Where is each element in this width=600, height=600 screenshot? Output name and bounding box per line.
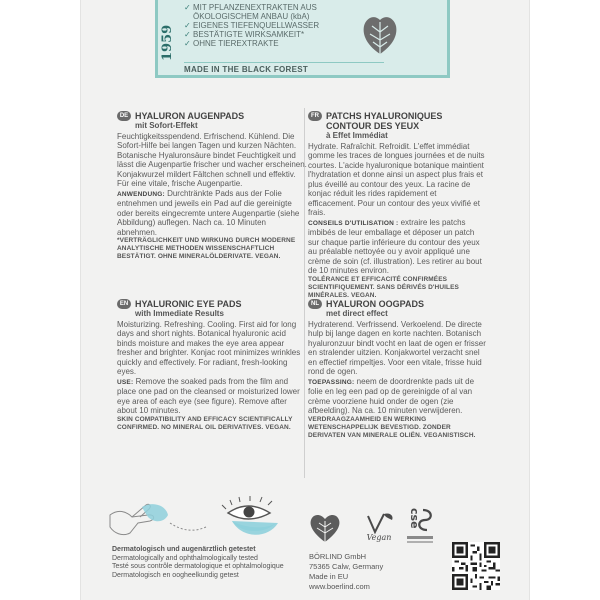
usage-label: TOEPASSING: <box>308 378 355 386</box>
check-icon: ✓ <box>184 39 191 48</box>
section-title: PATCHS HYALURONIQUES CONTOUR DES YEUX <box>326 111 443 131</box>
section-english <box>117 299 307 432</box>
language-badge: EN <box>117 299 131 309</box>
manufacturer-info <box>309 552 429 592</box>
feature-checklist <box>184 3 374 48</box>
section-subtitle: à Effet Immédiat <box>326 131 388 140</box>
section-header <box>117 111 307 132</box>
eye-pad-held <box>142 504 168 521</box>
company-address: 75365 Calw, Germany <box>309 562 384 571</box>
checklist-item: ✓ BESTÄTIGTE WIRKSAMKEIT* <box>184 30 305 39</box>
application-illustration <box>108 493 303 545</box>
section-header <box>308 111 486 142</box>
section-subtitle: mit Sofort-Effekt <box>135 121 198 130</box>
fine-print: VERDRAAGZAAMHEID EN WERKING WETENSCHAPPELIJK BEVESTIGD. ZONDER DERIVATEN VAN MINERALE OLIËN. VEGANISTISCH. <box>308 415 476 439</box>
section-header <box>117 299 307 320</box>
usage-text: USE: Remove the soaked pads from the film and place one pad on the cleansed or moisturized lower eye area of each eye (see figure). Remove after about 10 minutes. <box>117 376 300 415</box>
cse-certification-logo-icon <box>405 506 435 548</box>
check-icon: ✓ <box>184 3 191 12</box>
checklist-item: ✓ MIT PFLANZENEXTRAKTEN AUS <box>184 3 317 12</box>
fine-print: TOLÉRANCE ET EFFICACITÉ CONFIRMÉES SCIENTIFIQUEMENT. SANS DÉRIVÉS D'HUILES MINÉRALES. VEGAN. <box>308 275 459 299</box>
usage-text: CONSEILS D'UTILISATION : extraire les patchs imbibés de leur emballage et déposer un patch sur chaque partie inférieure du contour des yeux au préalable nettoyée ou y avoir appliqué une crème de soin (cf. illustration). Les retirer au bout de 10 minutes environ. <box>308 217 482 275</box>
section-german <box>117 111 307 261</box>
usage-text: TOEPASSING: neem de doordrenkte pads uit de folie en leg een pad op de gereinigde of al van crème voorziene huid onder de ogen (zie afbeelding). Na ca. 10 minuten verwijderen. <box>308 376 475 415</box>
eye-icon <box>222 496 278 535</box>
section-title: HYALURONIC EYE PADS <box>135 299 242 309</box>
section-body: Hydraterend. Verfrissend. Verkoelend. De directe hulp bij lange dagen en korte nachten. Botanisch hyaluronzuur bindt vocht en laat de ogen er frisser en stralender uitzien. Konjakwortel verzacht snel en effectief rimpeltjes. Voor een vitale, frisse huid rond de ogen. <box>308 319 486 376</box>
usage-text: ANWENDUNG: Durchtränkte Pads aus der Folie entnehmen und jeweils ein Pad auf die gereinigte oder bereits eingecremte untere Augenpartie (siehe Abbildung) auflegen. Nach ca. 10 Minuten abnehmen. <box>117 188 300 237</box>
fine-print: SKIN COMPATIBILITY AND EFFICACY SCIENTIFICALLY CONFIRMED. NO MINERAL OIL DERIVATIVES. VEGAN. <box>117 415 293 431</box>
check-icon: ✓ <box>184 30 191 39</box>
section-title: HYALURON OOGPADS <box>326 299 425 309</box>
vegan-label: Vegan <box>366 533 392 542</box>
section-french <box>308 111 486 300</box>
checklist-item: ÖKOLOGISCHEM ANBAU (kbA) <box>193 12 310 21</box>
leaf-logo-icon <box>360 12 400 56</box>
section-body: Moisturizing. Refreshing. Cooling. First aid for long days and short nights. Botanical hyaluronic acid binds moisture and makes the eye area appear fresher and brighter. Konjac root minimizes wrinkles quickly and effectively. For radiant, fresh-looking eyes. <box>117 319 301 376</box>
section-body: Hydrate. Rafraîchit. Refroidit. L'effet immédiat gomme les traces de longues journées et de nuits courtes. L'acide hyaluronique botanique maintient l'hydratation et donne ainsi un aspect plus frais et plus éveillé au contour des yeux. La racine de konjac réduit les rides rapidement et efficacement. Pour un contour des yeux vivifié et frais. <box>308 141 485 217</box>
vegan-logo-icon <box>362 510 396 542</box>
section-subtitle: met direct effect <box>326 309 388 318</box>
section-header <box>308 299 486 320</box>
leaf-heart-logo-icon <box>308 512 342 544</box>
section-body: Feuchtigkeitsspendend. Erfrischend. Kühlend. Die Sofort-Hilfe bei langen Tagen und kurzen Nächten. Botanische Hyaluronsäure bindet Feuchtigkeit und lässt die Augenpartie frischer und wacher erscheinen. Konjakwurzel mildert Fältchen schnell und effektiv. Für eine vitale, frische Augenpartie. <box>117 131 307 188</box>
company-name: BÖRLIND GmbH <box>309 552 367 561</box>
fine-print: *VERTRÄGLICHKEIT UND WIRKUNG DURCH MODERNE ANALYTISCHE METHODEN WISSENSCHAFTLICH BESTÄTIGT. OHNE MINERALÖLDERIVATE. VEGAN. <box>117 237 296 260</box>
section-subtitle: with Immediate Results <box>135 309 224 318</box>
section-title: HYALURON AUGENPADS <box>135 111 245 121</box>
usage-label: USE: <box>117 378 134 386</box>
usage-label: CONSEILS D'UTILISATION : <box>308 219 399 227</box>
section-dutch <box>308 299 486 440</box>
language-badge: FR <box>308 111 322 121</box>
motion-arrow-icon <box>170 523 206 530</box>
language-badge: NL <box>308 299 322 309</box>
checklist-item: ✓ OHNE TIEREXTRAKTE <box>184 39 279 48</box>
checklist-item: ✓ EIGENES TIEFENQUELLWASSER <box>184 21 320 30</box>
company-origin: Made in EU <box>309 572 349 581</box>
dermatological-note: Dermatologisch und augenärztlich getestet Dermatologically and ophthalmologically tested Testé sous contrôle dermatologique et ophtalmologique Dermatologisch en oogheelkundig getest <box>112 546 284 579</box>
qr-code <box>452 542 500 590</box>
usage-label: ANWENDUNG: <box>117 190 165 198</box>
cse-label: cse <box>408 508 421 529</box>
made-in-label: MADE IN THE BLACK FOREST <box>184 62 384 74</box>
language-badge: DE <box>117 111 131 121</box>
founding-year: 1959 <box>160 24 175 62</box>
company-website: www.boerlind.com <box>309 582 370 591</box>
check-icon: ✓ <box>184 21 191 30</box>
